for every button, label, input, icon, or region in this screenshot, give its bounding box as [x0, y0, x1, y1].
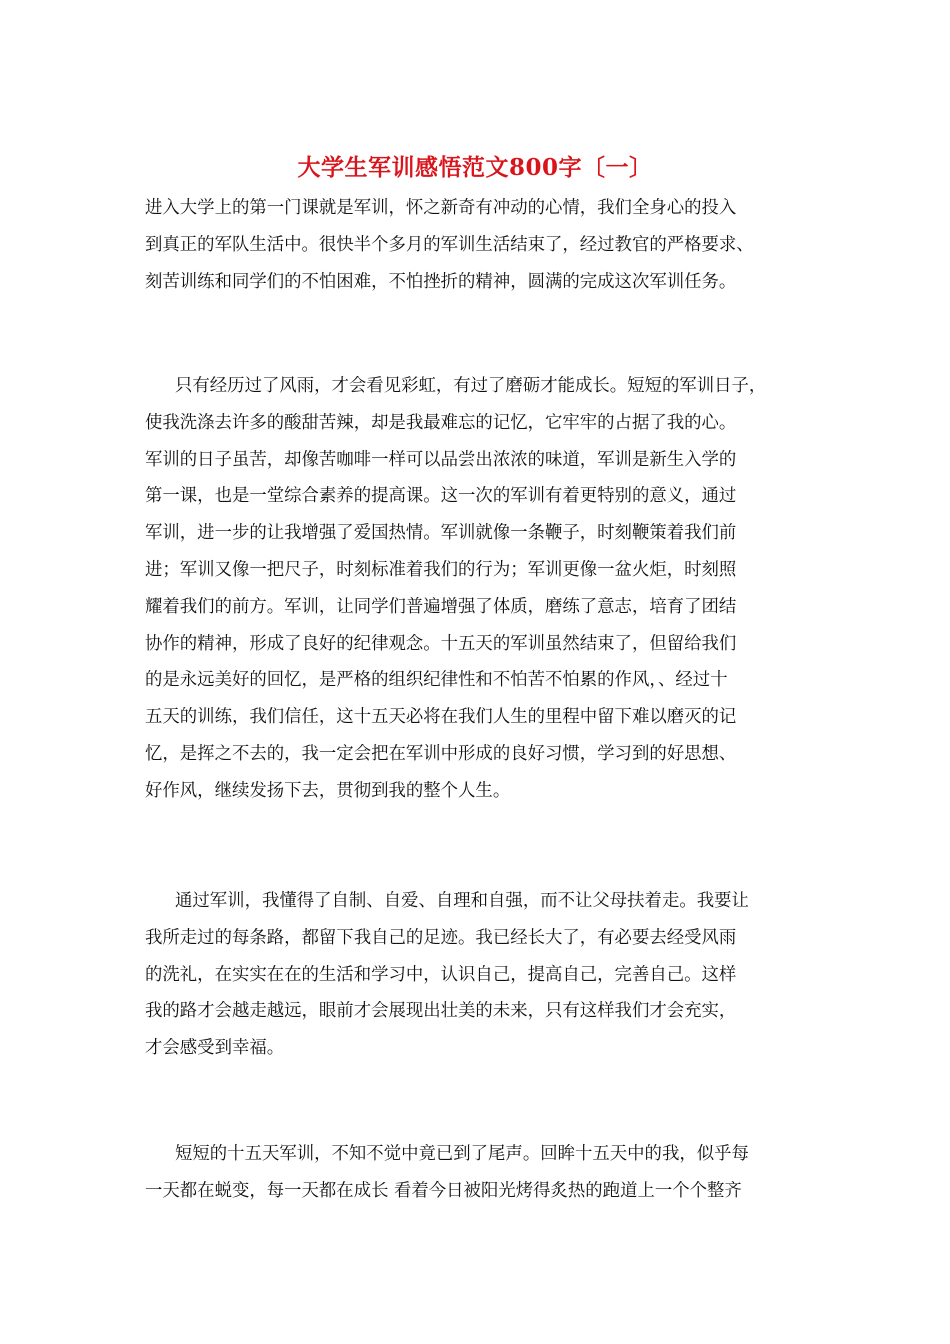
paragraph-4: [145, 1136, 825, 1210]
paragraph-line: 到真正的军队生活中。很快半个多月的军训生活结束了，经过教官的严格要求、: [145, 234, 754, 255]
paragraph-line: 好作风，继续发扬下去，贯彻到我的整个人生。: [145, 780, 511, 801]
paragraph-line: 耀着我们的前方。军训，让同学们普遍增强了体质，磨练了意志，培育了团结: [145, 596, 737, 617]
paragraph-line: 刻苦训练和同学们的不怕困难，不怕挫折的精神，圆满的完成这次军训任务。: [145, 271, 737, 292]
paragraph-line: 进；军训又像一把尺子，时刻标准着我们的行为；军训更像一盆火炬，时刻照: [145, 559, 737, 580]
paragraph-line: 忆，是挥之不去的，我一定会把在军训中形成的良好习惯，学习到的好思想、: [145, 743, 737, 764]
document-title: 大学生军训感悟范文800字〔一〕: [297, 154, 653, 181]
paragraph-line: 我所走过的每条路，都留下我自己的足迹。我已经长大了，有必要去经受风雨: [145, 927, 737, 948]
paragraph-line: 才会感受到幸福。: [145, 1038, 285, 1059]
paragraph-line: 第一课，也是一堂综合素养的提高课。这一次的军训有着更特别的意义，通过: [145, 486, 737, 507]
paragraph-2: [145, 368, 825, 810]
paragraph-line: 协作的精神，形成了良好的纪律观念。十五天的军训虽然结束了，但留给我们: [145, 633, 737, 654]
paragraph-line: 我的路才会越走越远，眼前才会展现出壮美的未来，只有这样我们才会充实，: [145, 1001, 737, 1022]
paragraph-line: 短短的十五天军训，不知不觉中竟已到了尾声。回眸十五天中的我，似乎每: [175, 1144, 749, 1164]
paragraph-line: 军训的日子虽苦，却像苦咖啡一样可以品尝出浓浓的味道，军训是新生入学的: [145, 449, 737, 470]
paragraph-line: 军训，进一步的让我增强了爱国热情。军训就像一条鞭子，时刻鞭策着我们前: [145, 523, 737, 544]
paragraph-line: 使我洗涤去许多的酸甜苦辣，却是我最难忘的记忆，它牢牢的占据了我的心。: [145, 412, 737, 433]
paragraph-line: 通过军训，我懂得了自制、自爱、自理和自强，而不让父母扶着走。我要让: [175, 891, 749, 911]
paragraph-line: 的洗礼，在实实在在的生活和学习中，认识自己，提高自己，完善自己。这样: [145, 964, 737, 985]
paragraph-line: 五天的训练，我们信任，这十五天必将在我们人生的里程中留下难以磨灭的记: [145, 707, 737, 728]
paragraph-1: [145, 190, 825, 300]
paragraph-line: 的是永远美好的回忆，是严格的组织纪律性和不怕苦不怕累的作风，、经过十: [145, 670, 728, 691]
paragraph-line: 一天都在蜕变，每一天都在成长 看着今日被阳光烤得炙热的跑道上一个个整齐: [145, 1180, 742, 1201]
paragraph-line: 只有经历过了风雨，才会看见彩虹，有过了磨砺才能成长。短短的军训日子，: [175, 376, 767, 396]
paragraph-line: 进入大学上的第一门课就是军训，怀之新奇有冲动的心情，我们全身心的投入: [145, 198, 737, 218]
paragraph-3: [145, 883, 825, 1067]
